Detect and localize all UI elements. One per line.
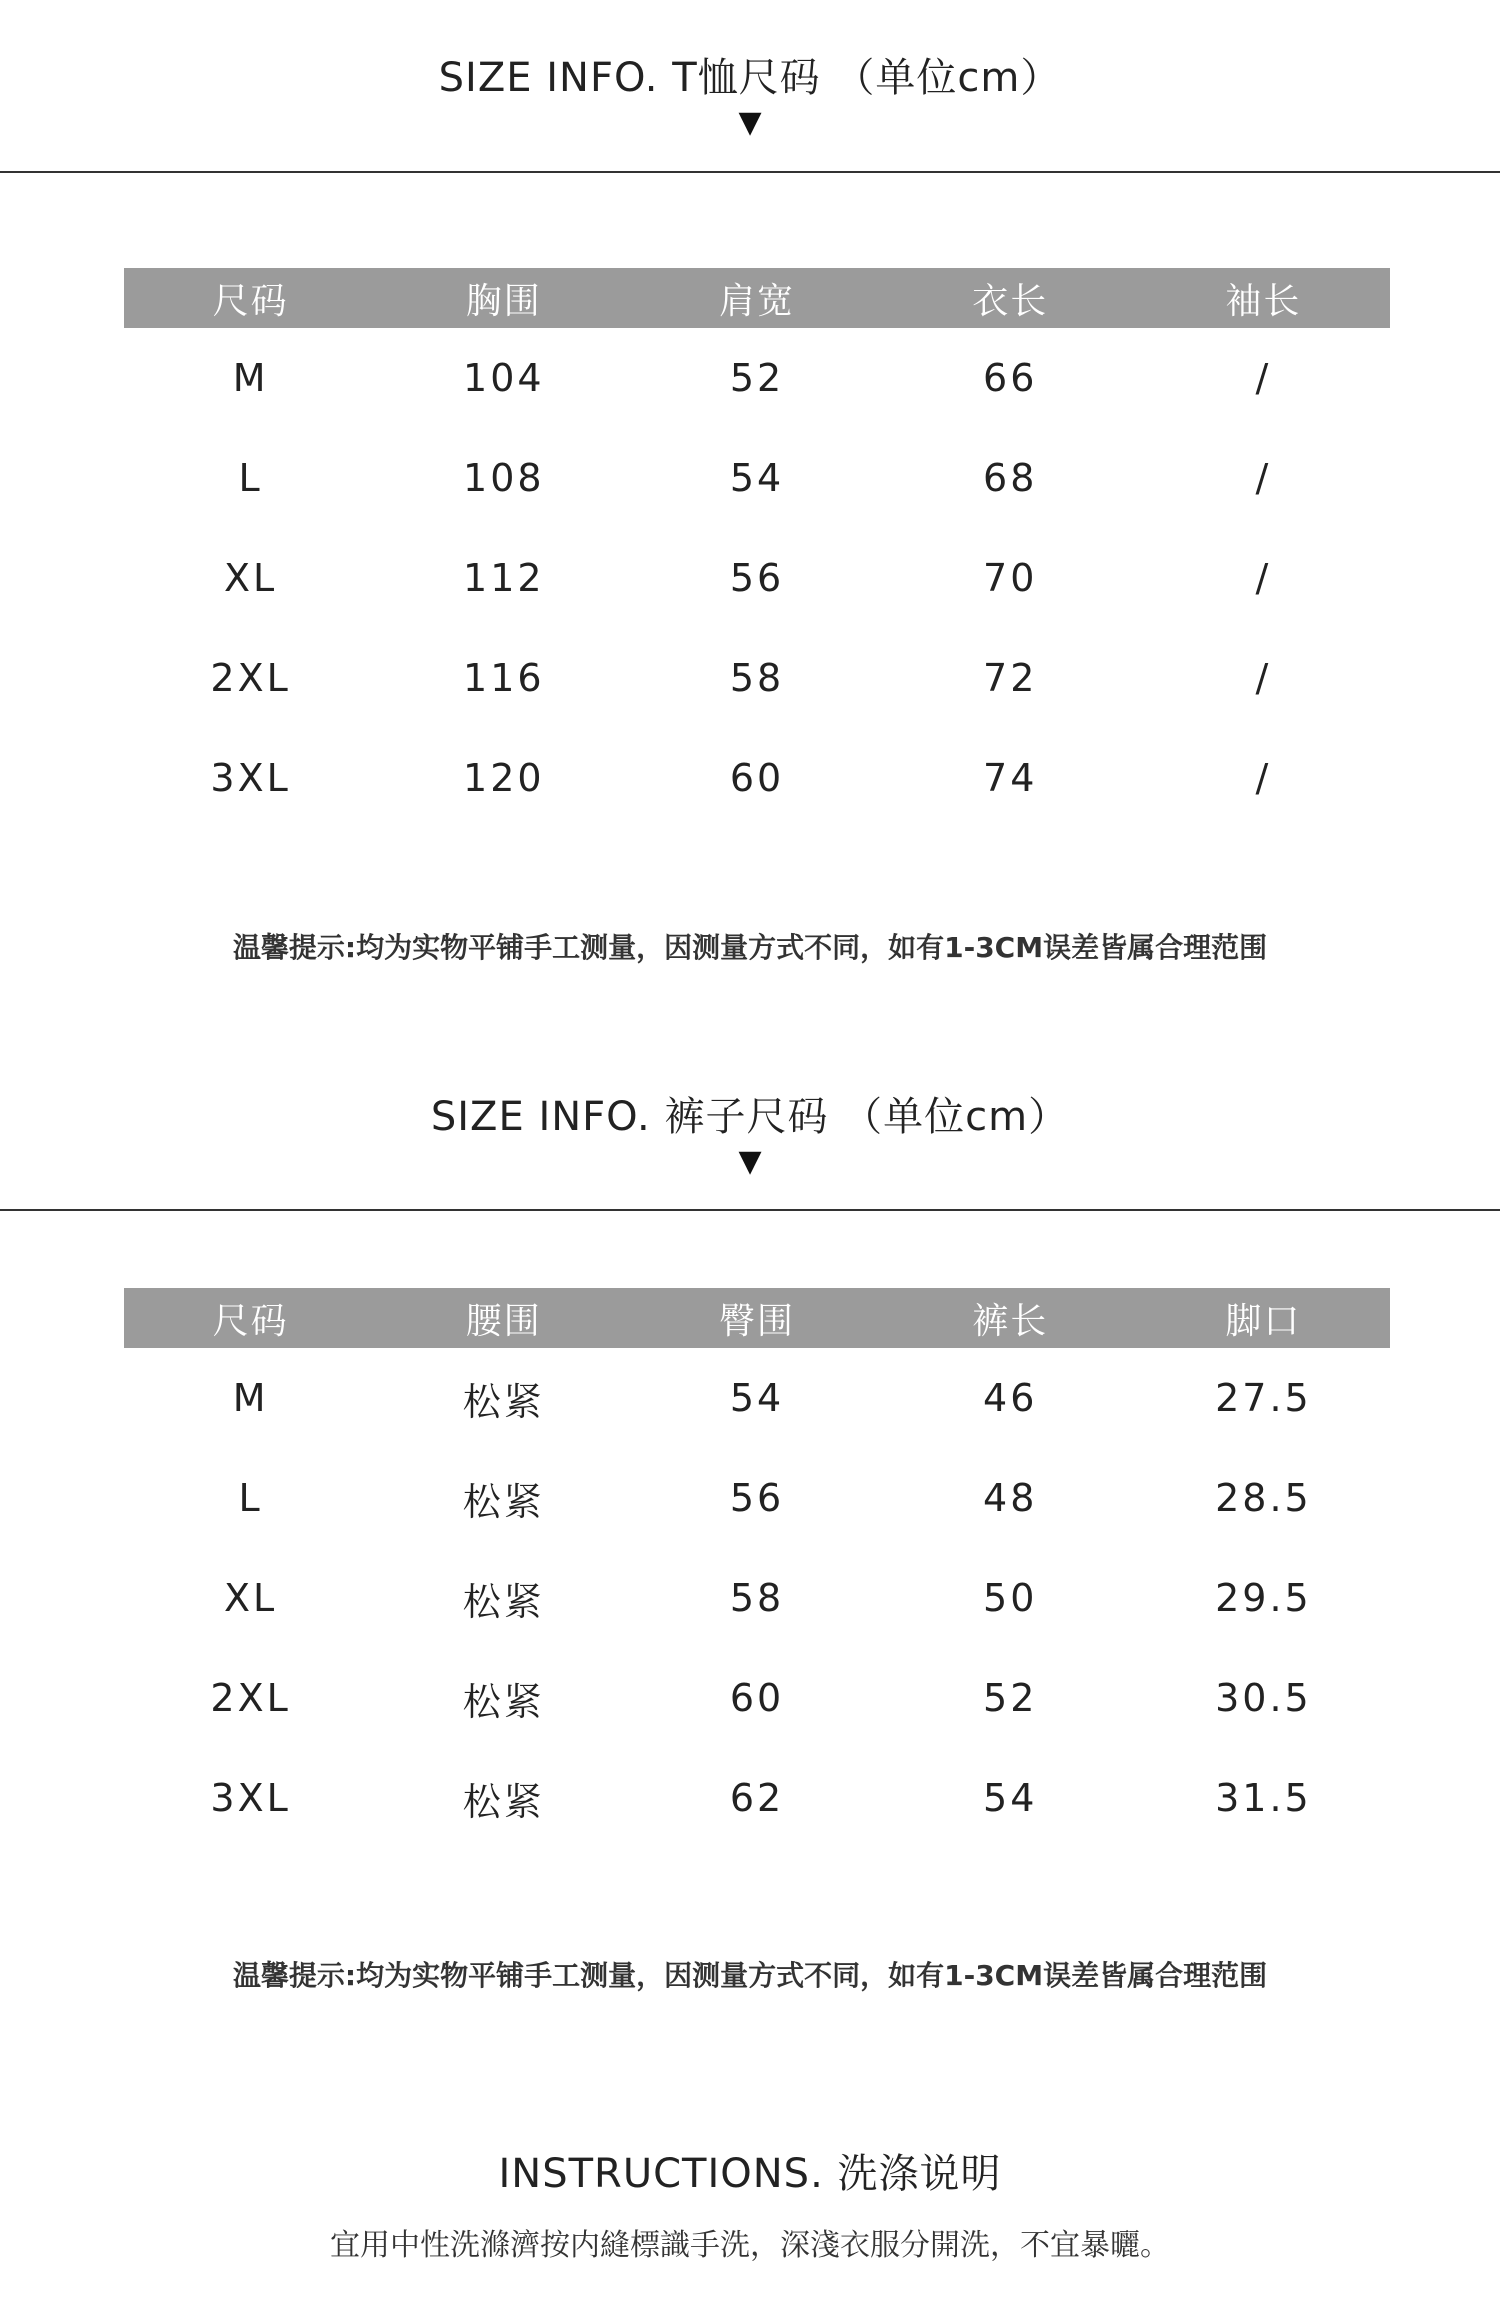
table-header xyxy=(124,268,1390,328)
table-cell: M xyxy=(232,356,269,400)
table-cell: 54 xyxy=(983,1776,1038,1820)
table-row xyxy=(124,428,1390,528)
table-cell: 46 xyxy=(983,1376,1038,1420)
header-cell: 胸围 xyxy=(465,280,542,322)
table-cell: 松紧 xyxy=(462,1379,545,1424)
table-cell: 120 xyxy=(463,756,545,800)
table-cell: 48 xyxy=(983,1476,1038,1520)
table-row xyxy=(124,628,1390,728)
table-row xyxy=(124,1348,1390,1448)
table-cell: 74 xyxy=(983,756,1038,800)
pants-size-table xyxy=(124,1288,1390,1848)
table-cell: 60 xyxy=(729,756,785,800)
header-cell: 衣长 xyxy=(972,280,1049,322)
header-cell: 袖长 xyxy=(1225,280,1302,322)
table-cell: 27.5 xyxy=(1215,1376,1312,1420)
table-cell: 2XL xyxy=(210,1676,291,1720)
header-cell: 腰围 xyxy=(465,1300,542,1342)
measurement-tip: 温馨提示:均为实物平铺手工测量，因测量方式不同，如有1-3CM误差皆属合理范围 xyxy=(232,1959,1268,1992)
down-arrow-icon: ▼ xyxy=(738,1144,762,1179)
table-cell: 112 xyxy=(463,556,545,600)
table-cell: 54 xyxy=(729,1376,785,1420)
table-cell: 29.5 xyxy=(1215,1576,1312,1620)
header-cell: 脚口 xyxy=(1225,1300,1302,1342)
header-cell: 裤长 xyxy=(972,1300,1049,1342)
table-cell: 68 xyxy=(983,456,1038,500)
tshirt-size-table xyxy=(124,268,1390,828)
table-cell: 50 xyxy=(983,1576,1038,1620)
table-row xyxy=(124,1548,1390,1648)
table-cell: 66 xyxy=(983,356,1038,400)
table-cell: 108 xyxy=(463,456,545,500)
table-cell: 72 xyxy=(983,656,1038,700)
divider xyxy=(0,1209,1500,1211)
table-row xyxy=(124,528,1390,628)
table-cell: 松紧 xyxy=(462,1779,545,1824)
table-cell: 54 xyxy=(729,456,785,500)
table-row xyxy=(124,1648,1390,1748)
table-cell: 31.5 xyxy=(1215,1776,1312,1820)
instructions-text: 宜用中性洗滌濟按内縫標識手洗，深淺衣服分開洗，不宜暴曬。 xyxy=(330,2228,1170,2263)
table-header xyxy=(124,1288,1390,1348)
table-row xyxy=(124,1448,1390,1548)
pants-section-title: SIZE INFO. 裤子尺码 （单位cm） xyxy=(430,1094,1070,1140)
table-cell: 70 xyxy=(983,556,1038,600)
table-cell: 松紧 xyxy=(462,1679,545,1724)
header-cell: 尺码 xyxy=(212,280,289,322)
table-cell: 3XL xyxy=(210,1776,291,1820)
table-cell: 58 xyxy=(729,656,785,700)
header-cell: 肩宽 xyxy=(719,280,796,322)
table-cell: 62 xyxy=(729,1776,785,1820)
table-cell: M xyxy=(232,1376,269,1420)
down-arrow-icon: ▼ xyxy=(738,105,762,140)
header-cell: 尺码 xyxy=(212,1300,289,1342)
header-cell: 臀围 xyxy=(719,1300,796,1342)
table-cell: 3XL xyxy=(210,756,291,800)
table-cell: XL xyxy=(224,1576,278,1620)
table-cell: 116 xyxy=(463,656,545,700)
instructions-title: INSTRUCTIONS. 洗涤说明 xyxy=(498,2151,1002,2197)
tshirt-section-title: SIZE INFO. T恤尺码 （单位cm） xyxy=(438,55,1062,101)
table-cell: 52 xyxy=(729,356,785,400)
table-cell: / xyxy=(1255,656,1272,700)
table-cell: 松紧 xyxy=(462,1579,545,1624)
table-cell: 28.5 xyxy=(1215,1476,1312,1520)
measurement-tip: 温馨提示:均为实物平铺手工测量，因测量方式不同，如有1-3CM误差皆属合理范围 xyxy=(232,931,1268,964)
table-cell: / xyxy=(1255,556,1272,600)
table-row xyxy=(124,1748,1390,1848)
table-cell: 60 xyxy=(729,1676,785,1720)
table-cell: 56 xyxy=(729,1476,785,1520)
table-cell: / xyxy=(1255,456,1272,500)
table-cell: 2XL xyxy=(210,656,291,700)
table-cell: / xyxy=(1255,356,1272,400)
divider xyxy=(0,171,1500,173)
table-cell: XL xyxy=(224,556,278,600)
table-cell: 56 xyxy=(729,556,785,600)
table-cell: / xyxy=(1255,756,1272,800)
table-cell: 58 xyxy=(729,1576,785,1620)
table-cell: 52 xyxy=(983,1676,1038,1720)
table-cell: 104 xyxy=(463,356,545,400)
table-cell: L xyxy=(238,1476,263,1520)
table-row xyxy=(124,728,1390,828)
table-cell: 松紧 xyxy=(462,1479,545,1524)
table-cell: L xyxy=(238,456,263,500)
table-row xyxy=(124,328,1390,428)
table-cell: 30.5 xyxy=(1215,1676,1312,1720)
